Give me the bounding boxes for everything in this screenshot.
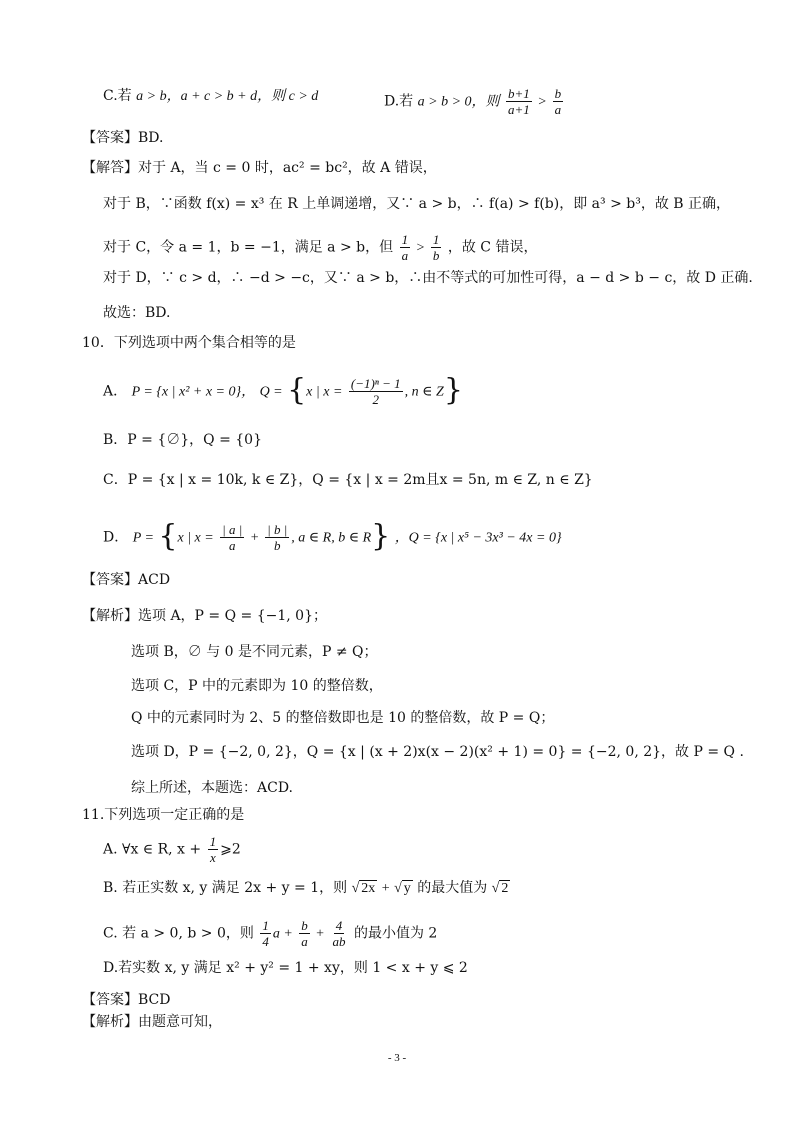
q9-d-fraction-2: $\frac{b}{a}$ <box>554 86 562 117</box>
q10-d-fraction-1: $\frac{| a |}{a}$ <box>222 522 243 553</box>
q11-c-fraction-1: $\frac{1}{4}$ <box>262 918 269 949</box>
q11-stem: 11.下列选项一定正确的是 <box>82 807 245 823</box>
q11-option-c: C. 若 a > 0, b > 0，则 $\frac{1}{4}$ a + $\frac{b}{a}$ + $\frac{4}{ab}$ 的最小值为 2 <box>103 918 438 949</box>
q9-answer: 【答案】BD. <box>82 130 164 146</box>
q9-c-fraction-2: $\frac{1}{b}$ <box>432 232 440 263</box>
q11-b-sqrt-1: 2x <box>361 881 376 896</box>
q9-explanation-b: 对于 B，∵函数 f(x) = x³ 在 R 上单调递增，又∵ a > b，∴ f(a) > f(b)，即 a³ > b³，故 B 正确， <box>103 196 731 212</box>
q11-c-fraction-3: $\frac{4}{ab}$ <box>332 918 346 949</box>
q10-summary: 综上所述，本题选：ACD. <box>131 780 293 796</box>
q10-answer: 【答案】ACD <box>82 572 171 588</box>
q11-c-fraction-2: $\frac{b}{a}$ <box>301 918 308 949</box>
q10-stem: 10．下列选项中两个集合相等的是 <box>82 335 296 351</box>
q11-option-a: A. ∀x ∈ R, x + $\frac{1}{x}$ ⩾2 <box>103 834 241 865</box>
q9-explanation-d: 对于 D，∵ c > d，∴ −d > −c，又∵ a > b，∴由不等式的可加性可得，a − d > b − c，故 D 正确. <box>103 270 753 286</box>
q9-d-fraction-1: $\frac{b+1}{a+1}$ <box>508 86 530 117</box>
q11-a-fraction: $\frac{1}{x}$ <box>209 834 217 865</box>
q11-b-sqrt-2: y <box>403 881 411 896</box>
q10-explanation-c1: 选项 C，P 中的元素即为 10 的整倍数， <box>131 678 383 694</box>
q9-option-c: C.若 a > b，a + c > b + d，则 c > d <box>103 88 319 104</box>
q11-explanation: 【解析】由题意可知， <box>82 1014 222 1030</box>
q9-explanation-a: 【解答】对于 A，当 c = 0 时，ac² = bc²，故 A 错误， <box>82 160 437 176</box>
q9-c-fraction-1: $\frac{1}{a}$ <box>401 232 409 263</box>
q10-option-d: D． P = {x | x = $\frac{| a |}{a}$ + $\frac{| b |}{b}$ , a ∈ R, b ∈ R} ，Q = {x | x⁵ − 3x³ − 4x = 0} <box>103 518 562 554</box>
q10-option-b: B．P = {∅}，Q = {0} <box>103 432 262 448</box>
q9-choose: 故选：BD. <box>103 305 171 321</box>
q11-option-d: D.若实数 x, y 满足 x² + y² = 1 + xy，则 1 < x + y ⩽ 2 <box>103 960 468 976</box>
q10-explanation-d: 选项 D，P = {−2, 0, 2}，Q = {x | (x + 2)x(x − 2)(x² + 1) = 0} = {−2, 0, 2}，故 P = Q . <box>131 744 744 760</box>
q10-a-fraction: $\frac{\text{(−1)ⁿ − 1}}{2}$ <box>350 376 401 407</box>
q11-b-sqrt-3: 2 <box>501 881 509 896</box>
q10-option-c: C．P = {x | x = 10k, k ∈ Z}，Q = {x | x = 2m且x = 5n, m ∈ Z, n ∈ Z} <box>103 472 593 488</box>
q10-explanation-b: 选项 B，∅ 与 0 是不同元素，P ≠ Q； <box>131 644 378 660</box>
q11-option-b: B. 若正实数 x, y 满足 2x + y = 1，则 √ 2x + √ y 的最大值为 √ 2 <box>103 880 509 896</box>
q10-explanation-c2: Q 中的元素同时为 2、5 的整倍数即也是 10 的整倍数，故 P = Q； <box>131 710 555 726</box>
q11-answer: 【答案】BCD <box>82 992 171 1008</box>
page-number: - 3 - <box>387 1052 407 1064</box>
q10-explanation-a: 【解析】选项 A，P = Q = {−1, 0}； <box>82 608 327 624</box>
q9-explanation-c: 对于 C，令 a = 1，b = −1，满足 a > b，但 $\frac{1}{a}$ > $\frac{1}{b}$ ，故 C 错误， <box>103 232 538 263</box>
q10-d-fraction-2: $\frac{| b |}{b}$ <box>267 522 288 553</box>
q10-option-a: A． P = {x | x² + x = 0}， Q = {x | x = $\frac{\text{(−1)ⁿ − 1}}{2}$ , n ∈ Z} <box>103 372 463 408</box>
q9-option-d: D.若 a > b > 0，则 $\frac{b+1}{a+1}$ > $\frac{b}{a}$ <box>384 86 562 117</box>
